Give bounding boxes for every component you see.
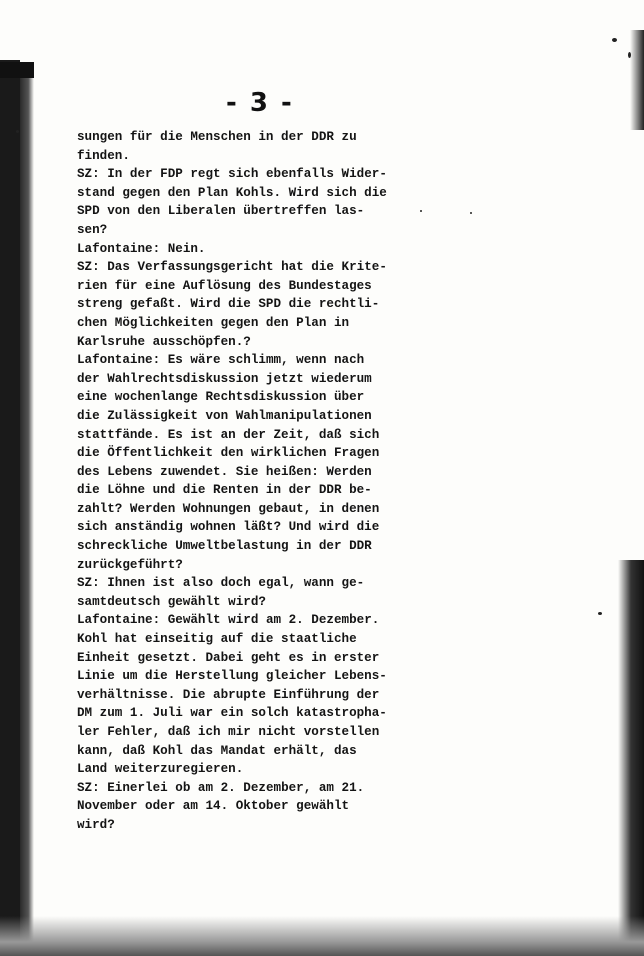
line-text: Land weiterzuregieren.	[77, 762, 244, 777]
line-text: eine wochenlange Rechtsdiskussion über	[77, 390, 365, 405]
line-text: Nein.	[160, 241, 206, 256]
text-line	[77, 258, 597, 277]
text-line	[77, 611, 597, 630]
text-line	[77, 723, 597, 742]
speaker-label: Lafontaine:	[77, 613, 161, 628]
text-line	[77, 351, 597, 370]
text-line	[77, 426, 597, 445]
text-line	[77, 574, 597, 593]
text-line	[77, 593, 597, 612]
line-text: chen Möglichkeiten gegen den Plan in	[77, 315, 350, 330]
line-text: Das Verfassungsgericht hat die Krite-	[99, 260, 387, 275]
line-text: kann, daß Kohl das Mandat erhält, das	[77, 743, 357, 758]
line-text: die Öffentlichkeit den wirklichen Fragen	[77, 446, 380, 461]
scan-speck	[16, 130, 19, 133]
speaker-label: SZ:	[77, 780, 100, 795]
text-line	[77, 556, 597, 575]
line-text: sich anständig wohnen läßt? Und wird die	[77, 520, 380, 535]
text-line	[77, 295, 597, 314]
speaker-label: SZ:	[77, 576, 100, 591]
line-text: wird?	[77, 817, 115, 832]
line-text: November oder am 14. Oktober gewählt	[77, 799, 350, 814]
line-text: die Löhne und die Renten in der DDR be-	[77, 483, 372, 498]
scan-speck	[598, 612, 602, 615]
text-line	[77, 128, 597, 147]
speaker-label: Lafontaine:	[77, 353, 161, 368]
text-line	[77, 147, 597, 166]
text-line	[77, 667, 597, 686]
line-text: Gewählt wird am 2. Dezember.	[160, 613, 380, 628]
line-text: des Lebens zuwendet. Sie heißen: Werden	[77, 464, 372, 479]
scan-border-left	[0, 0, 20, 956]
text-line	[77, 816, 597, 835]
text-line	[77, 630, 597, 649]
text-line	[77, 518, 597, 537]
line-text: Es wäre schlimm, wenn nach	[160, 353, 365, 368]
text-line	[77, 704, 597, 723]
text-line	[77, 314, 597, 333]
text-line	[77, 500, 597, 519]
text-line	[77, 779, 597, 798]
line-text: Karlsruhe ausschöpfen.?	[77, 334, 251, 349]
text-line	[77, 797, 597, 816]
line-text: finden.	[77, 148, 130, 163]
line-text: Kohl hat einseitig auf die staatliche	[77, 632, 357, 647]
text-line	[77, 202, 597, 221]
page-number: - 3 -	[226, 88, 294, 118]
text-line	[77, 184, 597, 203]
text-line	[77, 537, 597, 556]
text-line	[77, 221, 597, 240]
speaker-label: SZ:	[77, 260, 100, 275]
line-text: Ihnen ist also doch egal, wann ge-	[99, 576, 365, 591]
scan-speck	[612, 38, 617, 42]
text-line	[77, 649, 597, 668]
text-line	[77, 444, 597, 463]
speaker-label: SZ:	[77, 167, 100, 182]
text-line	[77, 277, 597, 296]
text-line	[77, 165, 597, 184]
line-text: ler Fehler, daß ich mir nicht vorstellen	[77, 725, 380, 739]
line-text: sungen für die Menschen in der DDR zu	[77, 130, 357, 144]
line-text: Einerlei ob am 2. Dezember, am 21.	[99, 780, 365, 795]
line-text: zahlt? Werden Wohnungen gebaut, in denen	[77, 501, 380, 516]
text-line	[77, 407, 597, 426]
scan-shadow-left	[20, 70, 34, 956]
text-line	[77, 686, 597, 705]
scan-shadow-right	[618, 560, 644, 956]
scan-speck	[628, 52, 631, 58]
scan-shadow-right-top	[630, 30, 644, 130]
line-text: In der FDP regt sich ebenfalls Wider-	[99, 167, 387, 182]
line-text: die Zulässigkeit von Wahlmanipulationen	[77, 408, 372, 423]
line-text: sen?	[77, 222, 108, 237]
line-text: Einheit gesetzt. Dabei geht es in erster	[77, 650, 380, 665]
scan-corner	[0, 0, 32, 60]
scan-notch	[0, 62, 34, 78]
line-text: DM zum 1. Juli war ein solch katastropha-	[77, 706, 387, 721]
line-text: rien für eine Auflösung des Bundestages	[77, 278, 372, 293]
line-text: zurückgeführt?	[77, 557, 183, 572]
line-text: Linie um die Herstellung gleicher Lebens-	[77, 669, 387, 684]
text-line	[77, 240, 597, 259]
text-line	[77, 760, 597, 779]
line-text: samtdeutsch gewählt wird?	[77, 594, 266, 609]
text-line	[77, 742, 597, 761]
line-text: stand gegen den Plan Kohls. Wird sich die	[77, 185, 387, 200]
scan-shadow-bottom	[0, 916, 644, 956]
text-line	[77, 370, 597, 389]
line-text: der Wahlrechtsdiskussion jetzt wiederum	[77, 371, 372, 386]
line-text: schreckliche Umweltbelastung in der DDR	[77, 539, 372, 554]
line-text: verhältnisse. Die abrupte Einführung der	[77, 687, 380, 702]
text-line	[77, 333, 597, 352]
interview-text	[77, 128, 597, 835]
text-line	[77, 481, 597, 500]
line-text: stattfände. Es ist an der Zeit, daß sich	[77, 427, 380, 442]
speaker-label: Lafontaine:	[77, 241, 161, 256]
line-text: SPD von den Liberalen übertreffen las-	[77, 204, 365, 219]
line-text: streng gefaßt. Wird die SPD die rechtli-	[77, 297, 380, 312]
text-line	[77, 463, 597, 482]
text-line	[77, 388, 597, 407]
